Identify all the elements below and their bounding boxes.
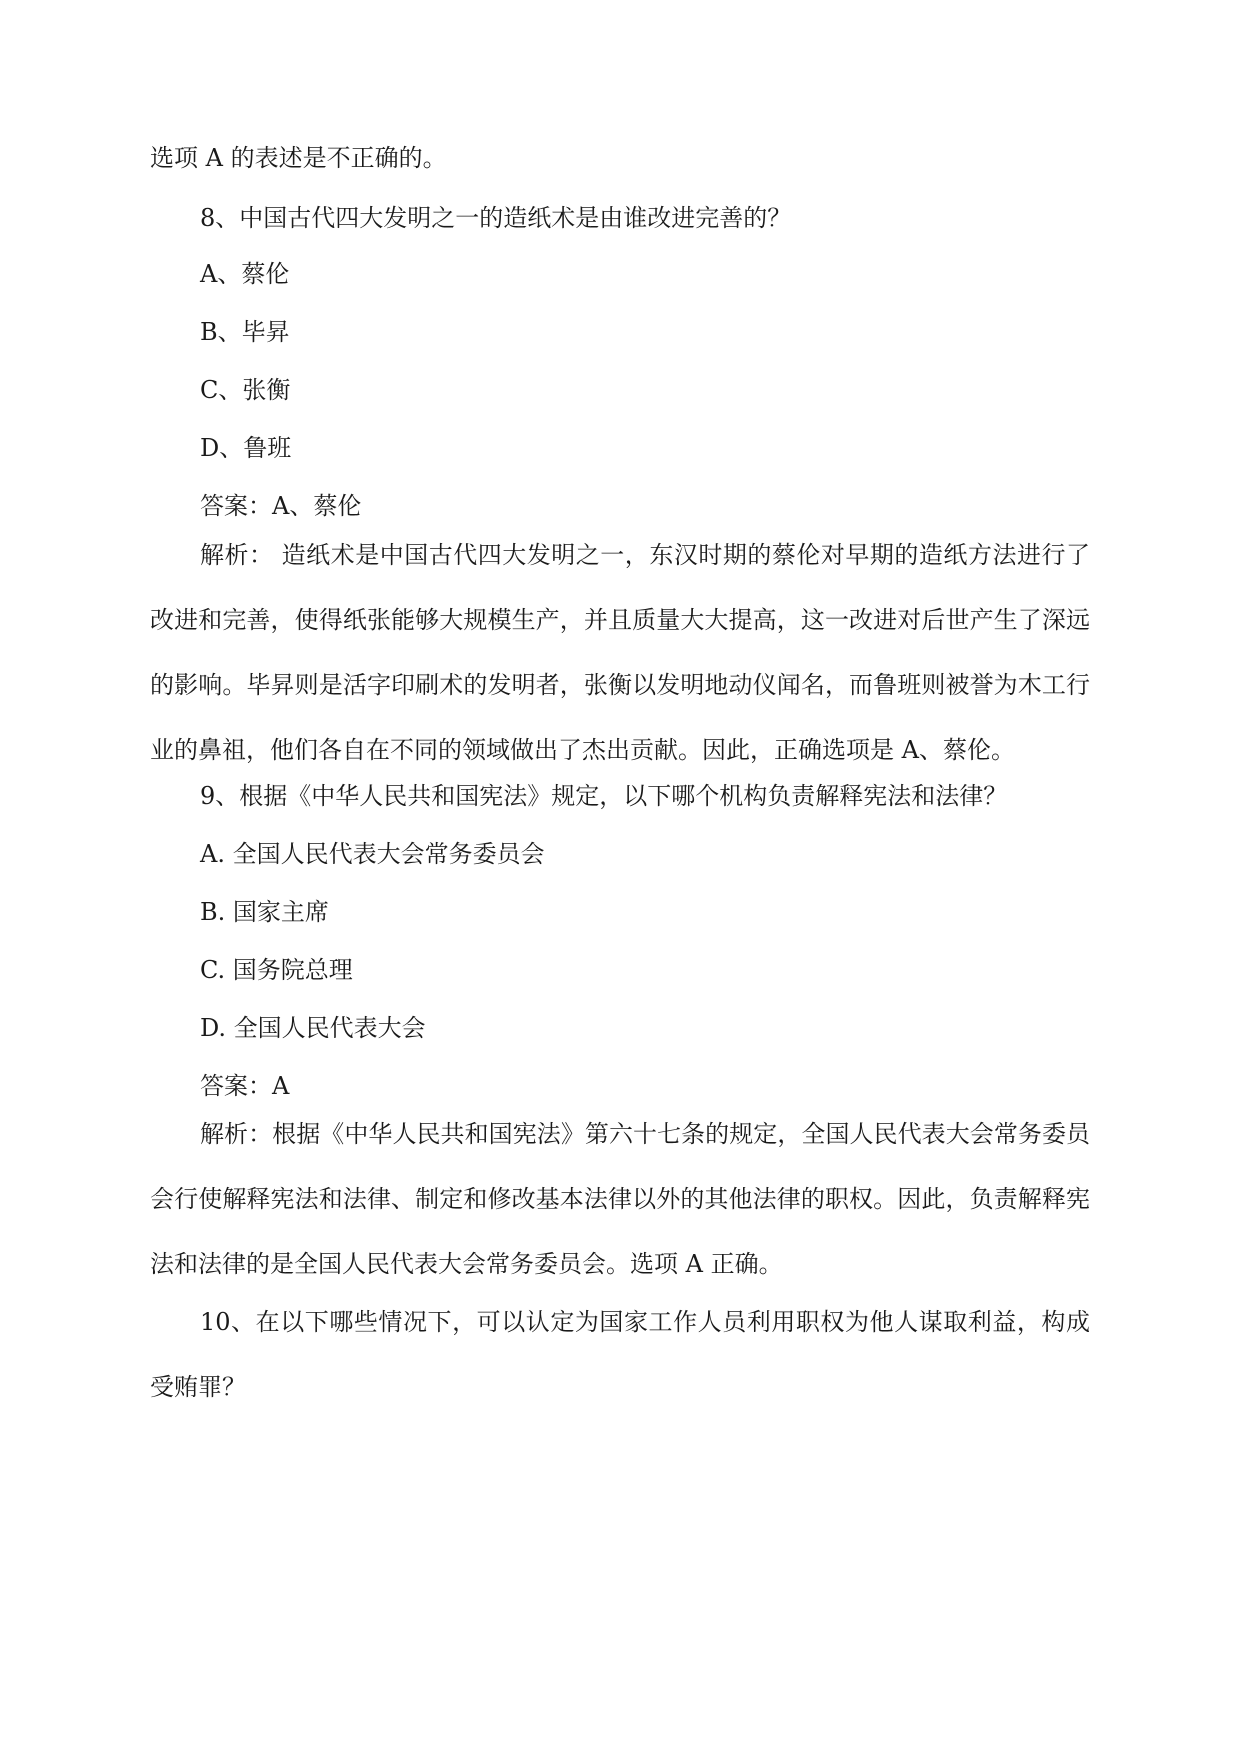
option-b: B、毕昇 [200, 318, 290, 346]
option-c: C、张衡 [200, 376, 291, 404]
text-line: 选项 A 的表述是不正确的。 [150, 144, 447, 172]
question-8: 8、中国古代四大发明之一的造纸术是由谁改进完善的？ [200, 204, 792, 232]
option-a: A、蔡伦 [200, 260, 290, 288]
answer: 答案：A、蔡伦 [200, 492, 362, 520]
answer: 答案：A [200, 1072, 290, 1100]
explanation: 解析：根据《中华人民共和国宪法》第六十七条的规定，全国人民代表大会常务委员会行使解释宪法和法律、制定和修改基本法律以外的其他法律的职权。因此，负责解释宪法和法律的是全国人民代表大会常务委员会。选项 A 正确。 [150, 1120, 1090, 1278]
option-a: A. 全国人民代表大会常务委员会 [200, 840, 545, 868]
option-c: C. 国务院总理 [200, 956, 353, 984]
question-10: 10、在以下哪些情况下，可以认定为国家工作人员利用职权为他人谋取利益，构成受贿罪？ [150, 1308, 1090, 1401]
explanation: 解析： 造纸术是中国古代四大发明之一，东汉时期的蔡伦对早期的造纸方法进行了改进和完善，使得纸张能够大规模生产，并且质量大大提高，这一改进对后世产生了深远的影响。毕昇则是活字印刷术的发明者，张衡以发明地动仪闻名，而鲁班则被誉为木工行业的鼻祖，他们各自在不同的领域做出了杰出贡献。因此，正确选项是 A、蔡伦。 [150, 541, 1090, 764]
question-9: 9、根据《中华人民共和国宪法》规定，以下哪个机构负责解释宪法和法律？ [200, 782, 1008, 810]
option-d: D、鲁班 [200, 434, 292, 462]
option-d: D. 全国人民代表大会 [200, 1014, 426, 1042]
option-b: B. 国家主席 [200, 898, 329, 926]
